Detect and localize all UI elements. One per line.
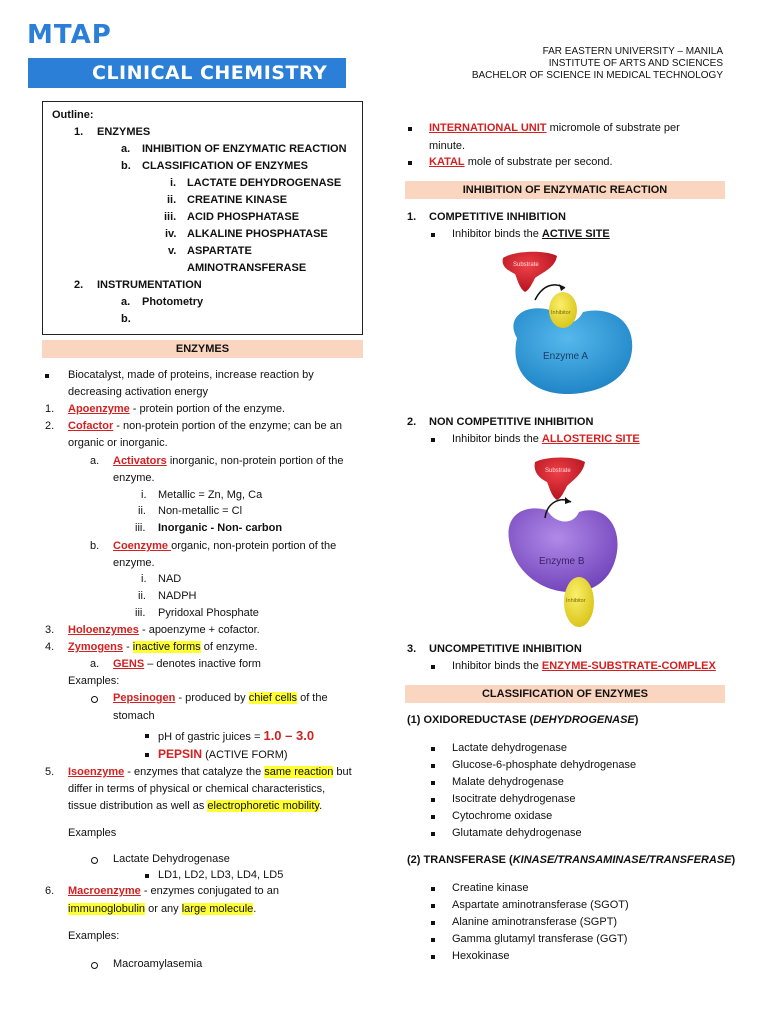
institute-name: INSTITUTE OF ARTS AND SCIENCES	[548, 58, 723, 69]
ox-close: )	[634, 714, 639, 726]
list-item: Glucose-6-phosphate dehydrogenase	[452, 759, 637, 771]
outline-ast: ASPARTATE	[187, 245, 252, 257]
pepsinogen-end: of the	[297, 692, 328, 704]
substrate-a-label: Substrate	[513, 262, 539, 268]
list-roman: ii.	[138, 505, 146, 517]
iu-term: INTERNATIONAL UNIT	[429, 122, 547, 134]
holoenzymes-desc: - apoenzyme + cofactor.	[138, 624, 260, 636]
gens-term: GENS	[113, 658, 145, 670]
bullet-icon	[145, 734, 149, 738]
coenzyme-item	[113, 540, 336, 552]
zymogens-item	[68, 641, 258, 653]
bullet-icon	[431, 747, 435, 751]
holoenzymes-item	[68, 624, 260, 636]
enzyme-b-label: Enzyme B	[539, 556, 585, 567]
pepsin-term: PEPSIN	[158, 747, 203, 761]
list-roman: i.	[141, 573, 147, 585]
macroenzyme-item	[68, 885, 279, 897]
examples-label: Examples	[68, 827, 117, 839]
bullet-icon	[431, 921, 435, 925]
inhibition-section-header: INHIBITION OF ENZYMATIC REACTION	[405, 181, 725, 199]
classification-section-header: CLASSIFICATION OF ENZYMES	[405, 685, 725, 703]
list-item: Alanine aminotransferase (SGPT)	[452, 916, 618, 928]
apoenzyme-term: Apoenzyme	[68, 403, 130, 415]
list-letter: a.	[90, 455, 100, 467]
list-letter: b.	[90, 540, 100, 552]
inhibitor-a-label: Inhibitor	[551, 310, 571, 316]
zymogens-term: Zymogens	[68, 641, 124, 653]
outline-alp: ALKALINE PHOSPHATASE	[187, 228, 328, 240]
bullet-icon	[145, 874, 149, 878]
university-name: FAR EASTERN UNIVERSITY – MANILA	[542, 46, 723, 57]
isoenzyme-desc: - enzymes that catalyze the	[124, 766, 265, 778]
competitive-pre: Inhibitor binds the	[452, 228, 542, 240]
outline-number: 2.	[74, 279, 84, 291]
bullet-icon	[408, 161, 412, 165]
outline-photometry: Photometry	[142, 296, 204, 308]
immunoglobulin-highlight: immunoglobulin	[68, 903, 146, 915]
title-banner	[28, 58, 346, 88]
bullet-icon	[431, 781, 435, 785]
list-item: Gamma glutamyl transferase (GGT)	[452, 933, 628, 945]
bullet-icon	[145, 753, 149, 757]
outline-ck: CREATINE KINASE	[187, 194, 288, 206]
electrophoretic-highlight: electrophoretic mobility	[207, 800, 320, 812]
outline-box	[42, 101, 363, 335]
outline-letter: b.	[121, 160, 131, 172]
competitive-desc	[452, 228, 610, 240]
uncompetitive-desc	[452, 660, 716, 672]
inhibitor-b-label: Inhibitor	[566, 598, 586, 604]
list-number: 3.	[45, 624, 55, 636]
bullet-icon	[431, 938, 435, 942]
list-number: 3.	[407, 643, 417, 655]
katal-term: KATAL	[429, 156, 465, 168]
ph-value: 1.0 – 3.0	[263, 728, 315, 743]
circle-bullet-icon	[91, 962, 98, 969]
active-site-term: ACTIVE SITE	[541, 228, 610, 240]
bullet-icon	[431, 764, 435, 768]
list-item: Malate dehydrogenase	[452, 776, 564, 788]
outline-roman: i.	[170, 177, 177, 189]
macroenzyme-line2	[68, 903, 256, 915]
competitive-inhibition-diagram	[495, 248, 645, 408]
pepsinogen-term: Pepsinogen	[113, 692, 176, 704]
noncompetitive-pre: Inhibitor binds the	[452, 433, 542, 445]
circle-bullet-icon	[91, 857, 98, 864]
cofactor-term: Cofactor	[68, 420, 114, 432]
enzyme-a-label: Enzyme A	[543, 351, 589, 362]
metallic-item: Metallic = Zn, Mg, Ca	[158, 489, 263, 501]
large-molecule-highlight: large molecule	[181, 903, 254, 915]
inorganic-item: Inorganic - Non- carbon	[158, 522, 283, 534]
apoenzyme-desc: - protein portion of the enzyme.	[129, 403, 286, 415]
bullet-icon	[431, 438, 435, 442]
noncompetitive-desc	[452, 433, 640, 445]
katal-desc: mole of substrate per second.	[464, 156, 613, 168]
bullet-icon	[431, 815, 435, 819]
list-number: 2.	[407, 416, 417, 428]
bullet-icon	[408, 127, 412, 131]
oxidoreductase-heading	[407, 714, 638, 726]
gens-item	[113, 658, 261, 670]
isoenzyme-line2: differ in terms of physical or chemical characteristics,	[68, 783, 326, 795]
coenzyme-desc-cont: enzyme.	[113, 557, 155, 569]
bullet-icon	[431, 665, 435, 669]
examples-label: Examples:	[68, 930, 120, 942]
coenzyme-term: Coenzyme	[113, 540, 172, 552]
list-roman: i.	[141, 489, 147, 501]
institution-block	[472, 46, 723, 82]
pepsin-desc: (ACTIVE FORM)	[202, 749, 288, 761]
program-name: BACHELOR OF SCIENCE IN MEDICAL TECHNOLOGY	[471, 70, 723, 81]
arrow-b-head	[565, 497, 571, 504]
activators-desc-cont: enzyme.	[113, 472, 155, 484]
bullet-icon	[45, 374, 49, 378]
list-roman: iii.	[135, 522, 146, 534]
katal-item	[429, 156, 613, 168]
outline-roman: iv.	[165, 228, 177, 240]
bullet-icon	[431, 887, 435, 891]
document-title: CLINICAL CHEMISTRY	[92, 62, 328, 84]
list-item: Lactate dehydrogenase	[452, 742, 567, 754]
zymogens-end: of enzyme.	[200, 641, 258, 653]
isoenzyme-line3-text: tissue distribution as well as	[68, 800, 208, 812]
competitive-heading: COMPETITIVE INHIBITION	[429, 211, 566, 223]
gens-desc: – denotes inactive form	[144, 658, 261, 670]
enzyme-intro: Biocatalyst, made of proteins, increase reaction by	[68, 369, 314, 381]
outline-classification: CLASSIFICATION OF ENZYMES	[142, 160, 309, 172]
pepsinogen-desc: - produced by	[175, 692, 249, 704]
list-item: Creatine kinase	[452, 882, 529, 894]
transferase-heading	[407, 854, 735, 866]
pepsin-item	[158, 747, 288, 761]
outline-roman: iii.	[164, 211, 177, 223]
tr-label: (2) TRANSFERASE (	[407, 854, 513, 866]
iu-desc: micromole of substrate per	[546, 122, 680, 134]
chief-cells-highlight: chief cells	[248, 692, 298, 704]
es-complex-term: ENZYME-SUBSTRATE-COMPLEX	[541, 660, 716, 672]
cofactor-desc-cont: organic or inorganic.	[68, 437, 168, 449]
substrate-b-label: Substrate	[545, 468, 571, 474]
isoenzyme-term: Isoenzyme	[68, 766, 125, 778]
outline-letter: b.	[121, 313, 131, 325]
bullet-icon	[431, 955, 435, 959]
outline-roman: v.	[168, 245, 177, 257]
list-number: 1.	[45, 403, 55, 415]
outline-ast-cont: AMINOTRANSFERASE	[187, 262, 307, 274]
outline-instrumentation: INSTRUMENTATION	[97, 279, 202, 291]
list-letter: a.	[90, 658, 100, 670]
list-roman: ii.	[138, 590, 146, 602]
cofactor-desc: - non-protein portion of the enzyme; can be an	[113, 420, 342, 432]
noncompetitive-heading: NON COMPETITIVE INHIBITION	[429, 416, 594, 428]
uncompetitive-heading: UNCOMPETITIVE INHIBITION	[429, 643, 582, 655]
ox-italic: DEHYDROGENASE	[533, 714, 635, 726]
circle-bullet-icon	[91, 696, 98, 703]
list-item: Cytochrome oxidase	[452, 810, 553, 822]
list-number: 5.	[45, 766, 55, 778]
outline-number: 1.	[74, 126, 84, 138]
period: .	[253, 903, 257, 915]
outline-heading: Outline:	[52, 109, 94, 121]
list-number: 1.	[407, 211, 417, 223]
or-any: or any	[145, 903, 182, 915]
nonmetallic-item: Non-metallic = Cl	[158, 505, 243, 517]
ldh-example: Lactate Dehydrogenase	[113, 853, 230, 865]
same-reaction-highlight: same reaction	[264, 766, 334, 778]
outline-letter: a.	[121, 296, 131, 308]
ph-label: pH of gastric juices =	[158, 731, 264, 743]
substrate-b-shape	[535, 458, 585, 501]
inactive-forms-highlight: inactive forms	[132, 641, 201, 653]
list-item: Hexokinase	[452, 950, 510, 962]
enzymes-section-header: ENZYMES	[42, 340, 363, 358]
list-number: 2.	[45, 420, 55, 432]
enzyme-intro-cont: decreasing activation energy	[68, 386, 209, 398]
outline-acp: ACID PHOSPHATASE	[187, 211, 300, 223]
list-item: Isocitrate dehydrogenase	[452, 793, 576, 805]
outline-letter: a.	[121, 143, 131, 155]
ox-label: (1) OXIDOREDUCTASE (	[407, 714, 534, 726]
period: .	[319, 800, 323, 812]
apoenzyme-item	[68, 403, 285, 415]
coenzyme-desc: organic, non-protein portion of the	[171, 540, 337, 552]
arrow-a-head	[559, 284, 565, 291]
bullet-icon	[431, 233, 435, 237]
mtap-logo: MTAP	[27, 20, 112, 50]
iu-desc-cont: minute.	[429, 140, 466, 152]
outline-roman: ii.	[167, 194, 177, 206]
activators-desc: inorganic, non-protein portion of the	[166, 455, 344, 467]
tr-italic: KINASE/TRANSAMINASE/TRANSFERASE	[512, 854, 732, 866]
list-roman: iii.	[135, 607, 146, 619]
isoenzyme-but: but	[333, 766, 352, 778]
outline-enzymes: ENZYMES	[97, 126, 151, 138]
list-number: 4.	[45, 641, 55, 653]
nadph-item: NADPH	[158, 590, 197, 602]
isoenzyme-item	[68, 766, 352, 778]
list-item: Aspartate aminotransferase (SGOT)	[452, 899, 629, 911]
activators-item	[113, 455, 344, 467]
ph-item	[158, 728, 314, 743]
macroenzyme-desc: - enzymes conjugated to an	[140, 885, 279, 897]
list-item: Glutamate dehydrogenase	[452, 827, 582, 839]
ldh-isoenzymes: LD1, LD2, LD3, LD4, LD5	[158, 869, 284, 881]
outline-ldh: LACTATE DEHYDROGENASE	[187, 177, 342, 189]
bullet-icon	[431, 904, 435, 908]
allosteric-site-term: ALLOSTERIC SITE	[541, 433, 640, 445]
cofactor-item	[68, 420, 342, 432]
stomach-text: stomach	[113, 710, 155, 722]
uncompetitive-pre: Inhibitor binds the	[452, 660, 542, 672]
outline-inhibition: INHIBITION OF ENZYMATIC REACTION	[142, 143, 347, 155]
activators-term: Activators	[113, 455, 167, 467]
noncompetitive-inhibition-diagram	[495, 452, 645, 632]
macroenzyme-term: Macroenzyme	[68, 885, 141, 897]
isoenzyme-line3	[68, 800, 322, 812]
bullet-icon	[431, 832, 435, 836]
tr-close: )	[731, 854, 736, 866]
pyridoxal-item: Pyridoxal Phosphate	[158, 607, 259, 619]
enzyme-b-shape	[508, 508, 617, 592]
list-number: 6.	[45, 885, 55, 897]
iu-item	[429, 122, 680, 134]
zymogens-dash: -	[123, 641, 133, 653]
holoenzymes-term: Holoenzymes	[68, 624, 139, 636]
pepsinogen-item	[113, 692, 328, 704]
macroamylasemia-item: Macroamylasemia	[113, 958, 203, 970]
bullet-icon	[431, 798, 435, 802]
nad-item: NAD	[158, 573, 182, 585]
examples-label: Examples:	[68, 675, 120, 687]
